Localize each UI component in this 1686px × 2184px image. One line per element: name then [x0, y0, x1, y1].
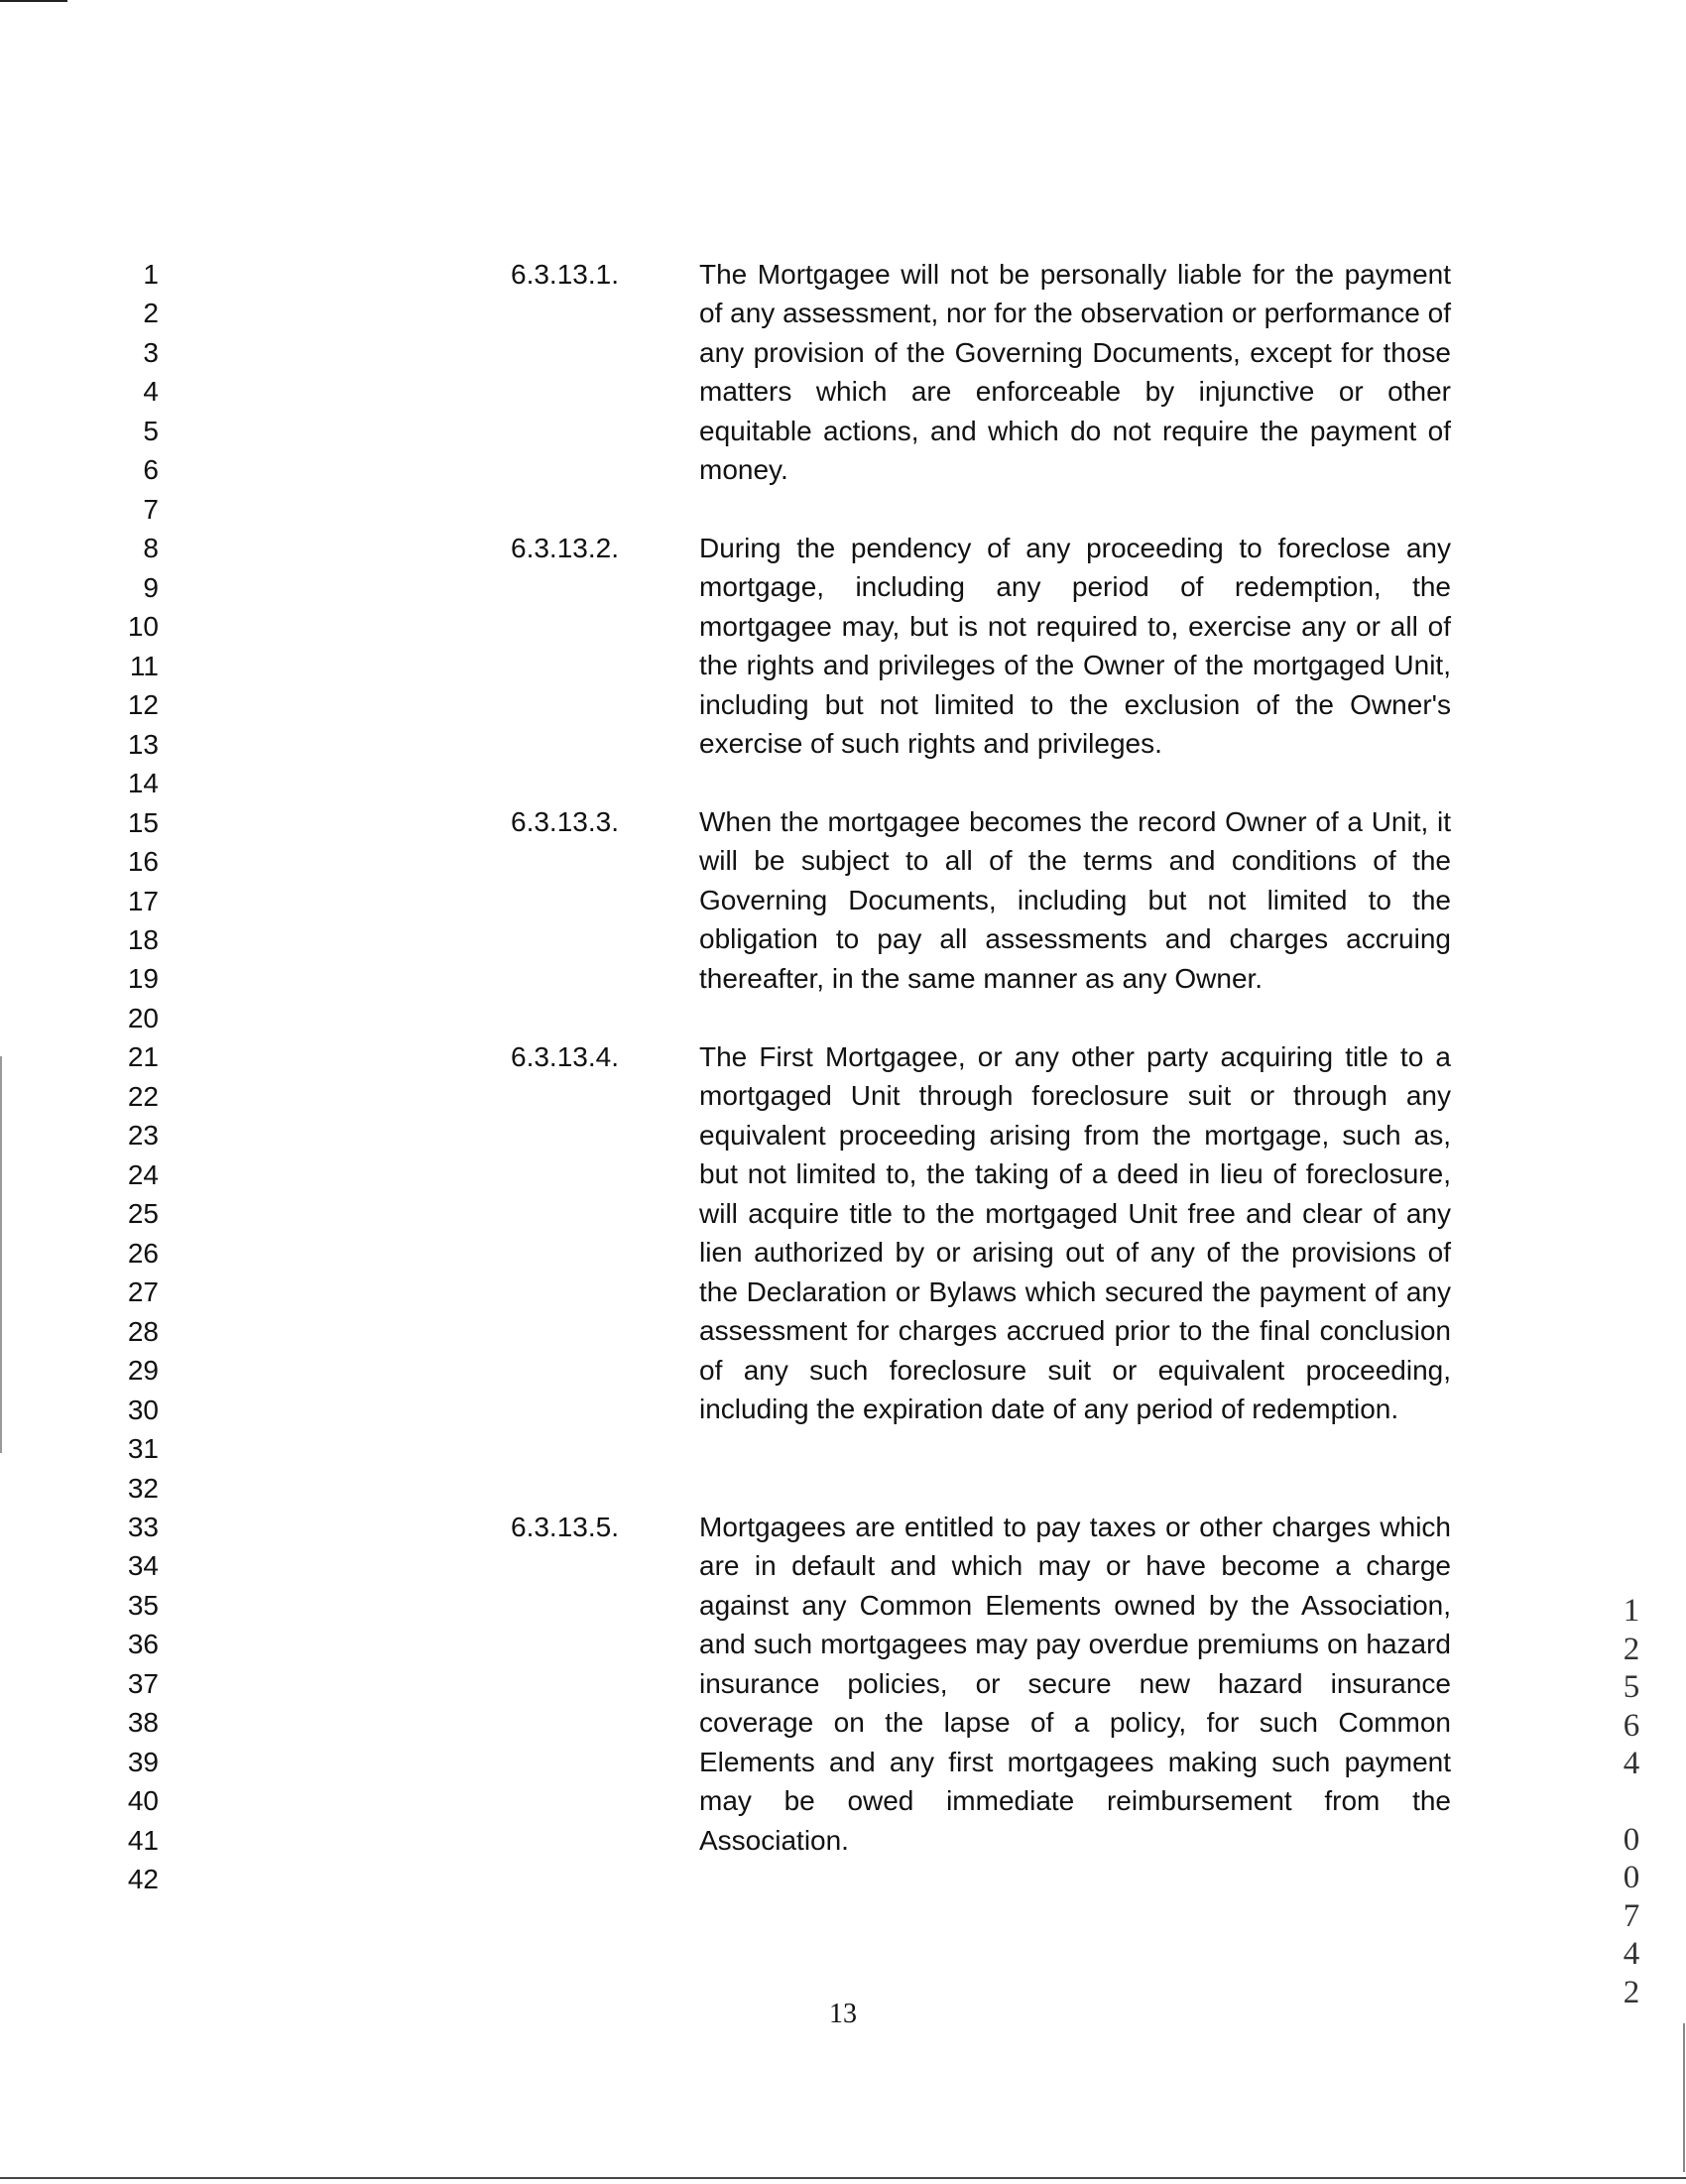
section-number: 6.3.13.5.	[511, 1512, 619, 1542]
line-number: 11	[129, 650, 159, 681]
section-text: The Mortgagee will not be personally liable for the payment of any assessment, nor for the observation or performance of any provision of the Governing Documents, except for those matters which are enforceable by injunctive or other equitable actions, and which do not require the payment of money.	[699, 259, 1451, 486]
line-number: 29	[127, 1355, 159, 1387]
line-numbers-column	[109, 255, 159, 1899]
stamp-digit: 5	[1623, 1669, 1640, 1705]
line-number: 42	[127, 1864, 159, 1895]
line-number: 26	[127, 1237, 159, 1269]
section-number: 6.3.13.2.	[511, 533, 619, 563]
line-number: 28	[127, 1315, 159, 1347]
line-number: 8	[143, 533, 159, 564]
line-number: 21	[127, 1041, 159, 1073]
scan-edge-mark-top	[0, 0, 67, 2]
line-number: 19	[127, 963, 159, 995]
line-number: 23	[127, 1120, 159, 1152]
line-number: 35	[127, 1589, 159, 1621]
line-number: 37	[127, 1667, 159, 1699]
scan-edge-mark-bottom	[0, 2177, 1686, 2179]
line-number: 25	[127, 1198, 159, 1230]
stamp-digit: 6	[1623, 1707, 1640, 1744]
stamp-digit: 7	[1623, 1897, 1640, 1934]
line-number: 14	[127, 768, 159, 799]
stamp-digit: 2	[1623, 1631, 1640, 1667]
stamp-digit: 0	[1623, 1821, 1640, 1858]
line-number: 22	[127, 1080, 159, 1112]
line-number: 4	[143, 376, 159, 408]
line-number: 5	[143, 415, 159, 446]
line-number: 36	[127, 1629, 159, 1660]
line-number: 6	[143, 454, 159, 486]
line-number: 13	[127, 728, 159, 760]
line-number: 1	[143, 259, 159, 290]
line-number: 2	[143, 298, 159, 329]
line-number: 15	[127, 806, 159, 838]
line-number: 38	[127, 1707, 159, 1739]
line-number: 3	[143, 336, 159, 368]
stamp-digit: 1	[1623, 1593, 1640, 1629]
stamp-digit: 4	[1623, 1746, 1640, 1781]
line-number: 18	[127, 923, 159, 955]
section-number: 6.3.13.3.	[511, 806, 619, 837]
line-number: 27	[127, 1276, 159, 1308]
line-number: 7	[143, 493, 159, 525]
section-number: 6.3.13.4.	[511, 1041, 619, 1072]
section-text: The First Mortgagee, or any other party acquiring title to a mortgaged Unit through foreclosure suit or through any equivalent proceeding arising from the mortgage, such as, but not limited to, the taking of a deed in lieu of foreclosure, will acquire title to the mortgaged Unit free and clear of any lien authorized by or arising out of any of the provisions of the Declaration or Bylaws which secured the payment of any assessment for charges accrued prior to the final conclusion of any such foreclosure suit or equivalent proceeding, including the expiration date of any period of redemption.	[699, 1041, 1451, 1425]
document-stamp	[1612, 1592, 1651, 2011]
stamp-digit: 4	[1623, 1936, 1640, 1972]
section-text: During the pendency of any proceeding to foreclose any mortgage, including any period of redemption, the mortgagee may, but is not required to, exercise any or all of the rights and privileges of the Owner of the mortgaged Unit, including but not limited to the exclusion of the Owner's exercise of such rights and privileges.	[699, 533, 1451, 760]
line-number: 16	[127, 846, 159, 878]
line-number: 33	[127, 1512, 159, 1542]
line-number: 41	[127, 1824, 159, 1856]
scan-edge-mark-right	[1683, 2023, 1685, 2172]
page-number: 13	[829, 1999, 857, 2029]
stamp-gap	[1612, 1783, 1651, 1821]
line-number: 20	[127, 1002, 159, 1033]
line-number: 9	[143, 571, 159, 603]
line-number: 24	[127, 1158, 159, 1190]
line-number: 31	[127, 1433, 159, 1465]
line-number: 34	[127, 1550, 159, 1582]
line-number: 30	[127, 1394, 159, 1425]
line-number: 40	[127, 1785, 159, 1817]
scan-edge-mark-left	[0, 1056, 2, 1453]
line-number: 39	[127, 1746, 159, 1777]
section-text: Mortgagees are entitled to pay taxes or other charges which are in default and which may or have become a charge against any Common Elements owned by the Association, and such mortgagees may pay overdue premiums on hazard insurance policies, or secure new hazard insurance coverage on the lapse of a policy, for such Common Elements and any first mortgagees making such payment may be owed immediate reimbursement from the Association.	[699, 1512, 1451, 1856]
section-text: When the mortgagee becomes the record Owner of a Unit, it will be subject to all of the terms and conditions of the Governing Documents, including but not limited to the obligation to pay all assessments and charges accruing thereafter, in the same manner as any Owner.	[699, 806, 1451, 994]
line-number: 32	[127, 1472, 159, 1504]
stamp-digit: 2	[1623, 1974, 1640, 2010]
line-number: 12	[127, 689, 159, 721]
line-number: 10	[127, 611, 159, 643]
line-number: 17	[127, 885, 159, 916]
stamp-digit: 0	[1623, 1860, 1640, 1895]
section-number: 6.3.13.1.	[511, 259, 619, 290]
